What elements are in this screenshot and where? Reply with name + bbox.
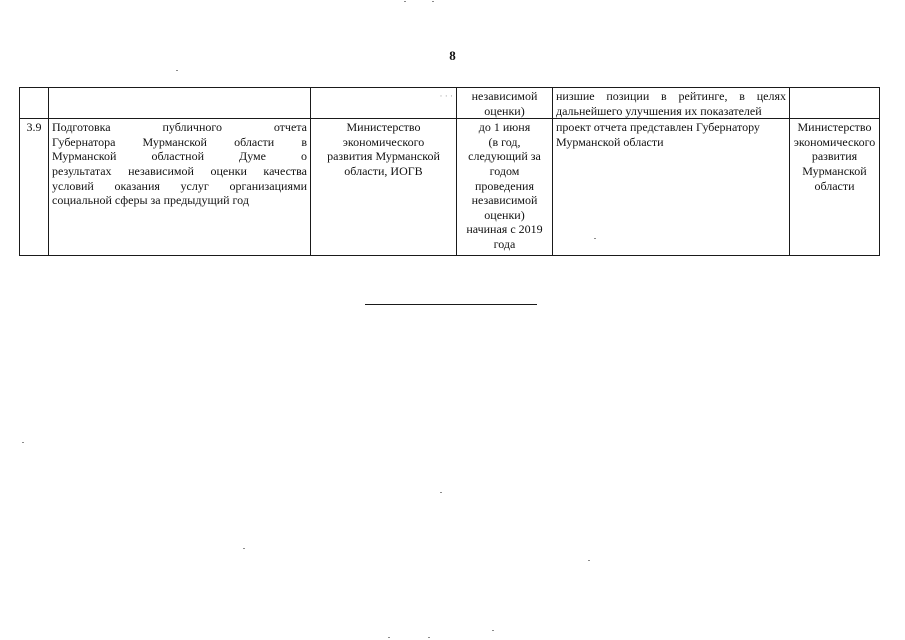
cell-responsible [790,119,880,256]
scan-smudge: · · · [439,91,453,101]
scan-speck [404,1,406,2]
cell-task-cont [49,88,311,119]
cell-responsible-cont [790,88,880,119]
term-line: независимой [471,193,538,208]
executor-line: области, ИОГВ [344,163,423,178]
term-line: года [493,236,516,251]
term-line: (в год, [488,134,521,149]
term-line: до 1 июня [478,120,531,135]
term-line: оценки) [484,103,525,118]
scan-speck [492,630,494,631]
scan-speck [176,70,178,71]
cell-number-cont [20,88,49,119]
cell-term-cont [457,88,553,119]
task-line: Мурманской областной Думе о [52,149,307,164]
table-row-3-9 [20,119,880,256]
result-line: дальнейшего улучшения их показателей [556,103,762,118]
term-line: проведения [475,178,534,193]
responsible-line: экономического [793,134,876,149]
scan-speck [432,1,434,2]
task-line: Подготовка публичного отчета [52,120,307,135]
responsible-line: Министерство [797,120,872,135]
cell-result [553,119,790,256]
scan-speck [428,637,430,638]
closing-rule [365,304,537,305]
task-line: социальной сферы за предыдущий год [52,193,249,208]
executor-line: экономического [342,134,425,149]
task-line: результатах независимой оценки качества [52,163,307,178]
result-line: проект отчета представлен Губернатору [556,120,760,135]
scan-speck [440,492,442,493]
page-number: 8 [449,48,456,63]
table-row-continuation [20,88,880,119]
cell-term [457,119,553,256]
responsible-line: развития [811,149,858,164]
cell-executor [311,119,457,256]
scan-speck [588,560,590,561]
result-line: низшие позиции в рейтинге, в целях [556,89,786,103]
cell-number: 3.9 [20,119,49,256]
responsible-line: области [814,178,855,193]
result-line: Мурманской области [556,134,664,149]
scan-speck [22,442,24,443]
cell-executor-cont [311,88,457,119]
executor-line: развития Мурманской [327,149,440,164]
scan-speck [388,637,390,638]
task-line: Губернатора Мурманской области в [52,134,307,149]
scan-speck [594,238,596,239]
term-line: независимой [471,89,538,103]
executor-line: Министерство [346,120,421,135]
cell-result-cont [553,88,790,119]
term-line: годом [489,163,520,178]
scan-speck [243,548,245,549]
task-line: условий оказания услуг организациями [52,178,307,193]
term-line: следующий за [468,149,541,164]
term-line: оценки) [484,207,525,222]
cell-task [49,119,311,256]
plan-table [19,87,880,256]
responsible-line: Мурманской [802,163,867,178]
term-line: начиная с 2019 [466,222,543,237]
